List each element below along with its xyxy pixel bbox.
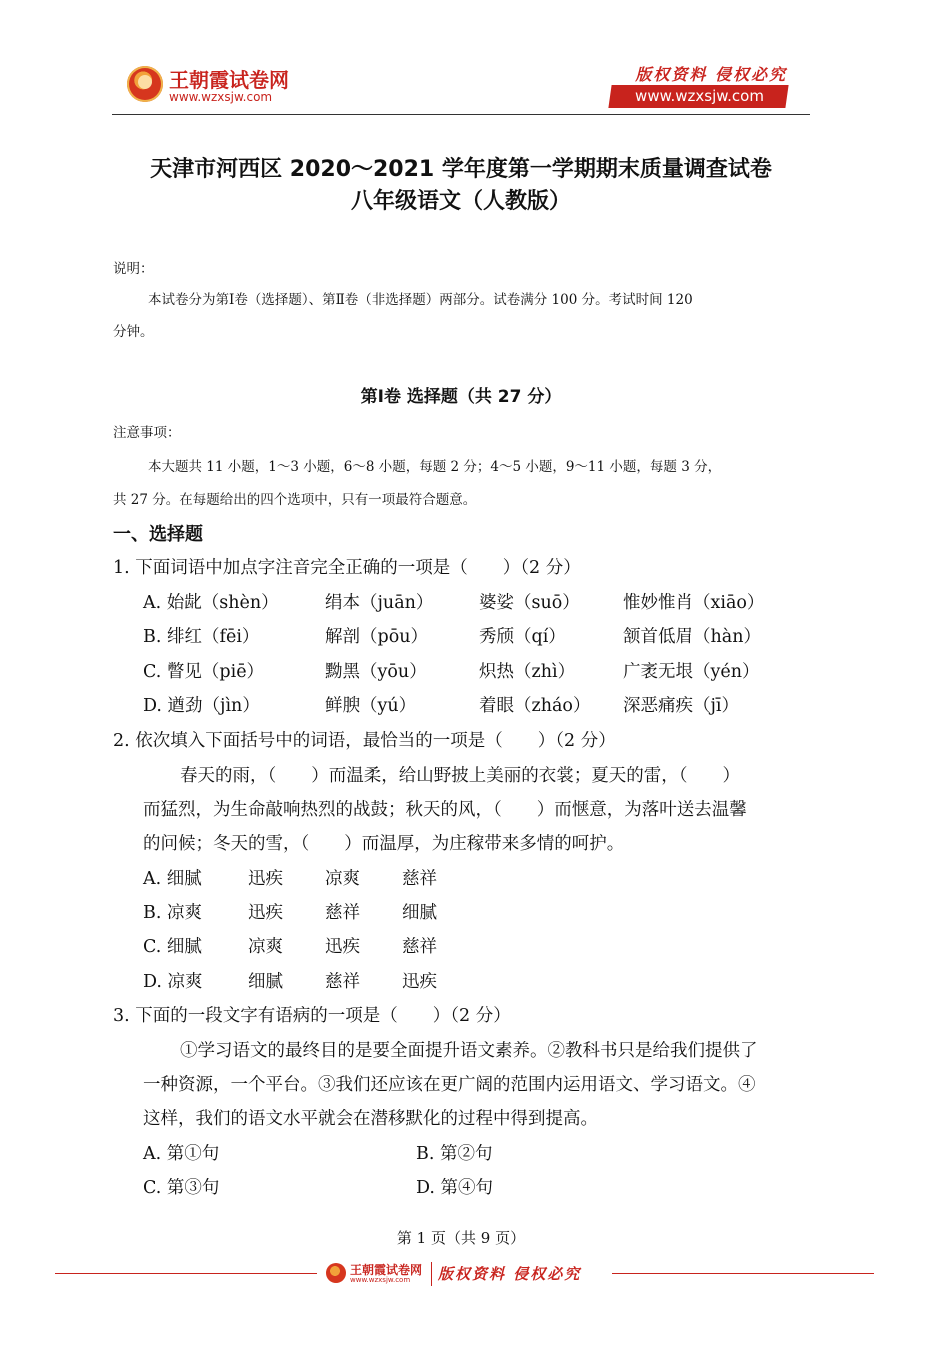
q2-option-a-2: 迅疾 — [248, 869, 283, 889]
q2-option-b-3: 慈祥 — [325, 903, 360, 923]
footer-logo-url: www.wzxsjw.com — [350, 1276, 411, 1284]
q2-option-a-1: A. 细腻 — [143, 869, 202, 889]
section-title: 第Ⅰ卷 选择题（共 27 分） — [360, 387, 562, 407]
q2-option-c-2: 凉爽 — [248, 937, 283, 957]
q1-option-b-2: 解剖（pōu） — [325, 627, 429, 647]
q3-passage-line3: 这样，我们的语文水平就会在潜移默化的过程中得到提高。 — [143, 1109, 598, 1129]
header-divider — [112, 114, 810, 115]
q1-option-c-4: 广袤无垠（yén） — [623, 662, 760, 682]
q2-option-d-1: D. 凉爽 — [143, 972, 203, 992]
footer-line-right — [612, 1273, 874, 1274]
q1-option-b-1: B. 绯红（fēi） — [143, 627, 260, 647]
notes-text-line1: 本大题共 11 小题，1～3 小题，6～8 小题，每题 2 分；4～5 小题，9～11 小题，每题 3 分， — [148, 459, 722, 475]
q1-option-d-1: D. 遒劲（jìn） — [143, 696, 260, 716]
logo-emblem-icon — [127, 66, 163, 102]
notes-text-line2: 共 27 分。在每题给出的四个选项中，只有一项最符合题意。 — [113, 492, 477, 508]
q3-option-c: C. 第③句 — [143, 1178, 220, 1198]
question-3-stem: 3. 下面的一段文字有语病的一项是（ ）（2 分） — [113, 1006, 511, 1026]
copyright-notice: 版权资料 侵权必究 — [635, 65, 787, 84]
instructions-text-line1: 本试卷分为第Ⅰ卷（选择题）、第Ⅱ卷（非选择题）两部分。试卷满分 100 分。考试时间 120 — [148, 292, 693, 308]
q3-passage-line1: ①学习语文的最终目的是要全面提升语文素养。②教科书只是给我们提供了 — [180, 1041, 758, 1061]
exam-subtitle: 八年级语文（人教版） — [350, 189, 571, 214]
q1-option-a-4: 惟妙惟肖（xiāo） — [623, 593, 765, 613]
q1-option-d-2: 鲜腴（yú） — [325, 696, 417, 716]
q2-option-a-3: 凉爽 — [325, 869, 360, 889]
q2-option-b-4: 细腻 — [402, 903, 437, 923]
footer-logo-emblem-icon — [326, 1263, 346, 1283]
q2-option-a-4: 慈祥 — [402, 869, 437, 889]
q1-option-a-2: 绢本（juān） — [325, 593, 434, 613]
page-number: 第 1 页（共 9 页） — [396, 1229, 526, 1247]
q2-passage-line1: 春天的雨，（ ）而温柔，给山野披上美丽的衣裳；夏天的雷，（ ） — [180, 766, 740, 786]
q1-option-b-4: 颔首低眉（hàn） — [623, 627, 761, 647]
q1-option-d-3: 着眼（zháo） — [479, 696, 591, 716]
q2-option-d-3: 慈祥 — [325, 972, 360, 992]
q3-option-a: A. 第①句 — [143, 1144, 220, 1164]
question-1-stem: 1. 下面词语中加点字注音完全正确的一项是（ ）（2 分） — [113, 558, 581, 578]
q3-option-d: D. 第④句 — [416, 1178, 494, 1198]
notes-label: 注意事项： — [113, 425, 181, 441]
q1-option-a-1: A. 始龀（shèn） — [143, 593, 279, 613]
exam-title: 天津市河西区 2020～2021 学年度第一学期期末质量调查试卷 — [150, 157, 772, 182]
question-2-stem: 2. 依次填入下面括号中的词语，最恰当的一项是（ ）（2 分） — [113, 731, 616, 751]
logo-name: 王朝霞试卷网 — [169, 68, 289, 92]
q2-option-b-1: B. 凉爽 — [143, 903, 202, 923]
footer-logo-name: 王朝霞试卷网 — [350, 1263, 423, 1277]
q3-option-b: B. 第②句 — [416, 1144, 493, 1164]
q1-option-d-4: 深恶痛疾（jī） — [623, 696, 740, 716]
q1-option-c-1: C. 瞥见（piē） — [143, 662, 265, 682]
logo-url: www.wzxsjw.com — [169, 90, 273, 104]
q3-passage-line2: 一种资源，一个平台。③我们还应该在更广阔的范围内运用语文、学习语文。④ — [143, 1075, 756, 1095]
q2-passage-line3: 的问候；冬天的雪，（ ）而温厚，为庄稼带来多情的呵护。 — [143, 834, 625, 854]
q2-option-c-3: 迅疾 — [325, 937, 360, 957]
q2-option-c-4: 慈祥 — [402, 937, 437, 957]
q2-option-d-4: 迅疾 — [402, 972, 437, 992]
q2-option-c-1: C. 细腻 — [143, 937, 202, 957]
q1-option-c-2: 黝黑（yōu） — [325, 662, 427, 682]
instructions-label: 说明： — [113, 261, 154, 277]
url-banner-text[interactable]: www.wzxsjw.com — [635, 87, 764, 105]
q1-option-a-3: 婆娑（suō） — [479, 593, 580, 613]
section-heading: 一、选择题 — [113, 524, 203, 545]
footer-line-left — [55, 1273, 317, 1274]
footer-copyright: 版权资料 侵权必究 — [438, 1265, 582, 1283]
q2-option-d-2: 细腻 — [248, 972, 283, 992]
q2-option-b-2: 迅疾 — [248, 903, 283, 923]
q2-passage-line2: 而猛烈，为生命敲响热烈的战鼓；秋天的风，（ ）而惬意，为落叶送去温馨 — [143, 800, 747, 820]
q1-option-b-3: 秀颀（qí） — [479, 627, 566, 647]
q1-option-c-3: 炽热（zhì） — [479, 662, 576, 682]
instructions-text-line2: 分钟。 — [113, 324, 154, 340]
footer-separator — [431, 1262, 432, 1286]
